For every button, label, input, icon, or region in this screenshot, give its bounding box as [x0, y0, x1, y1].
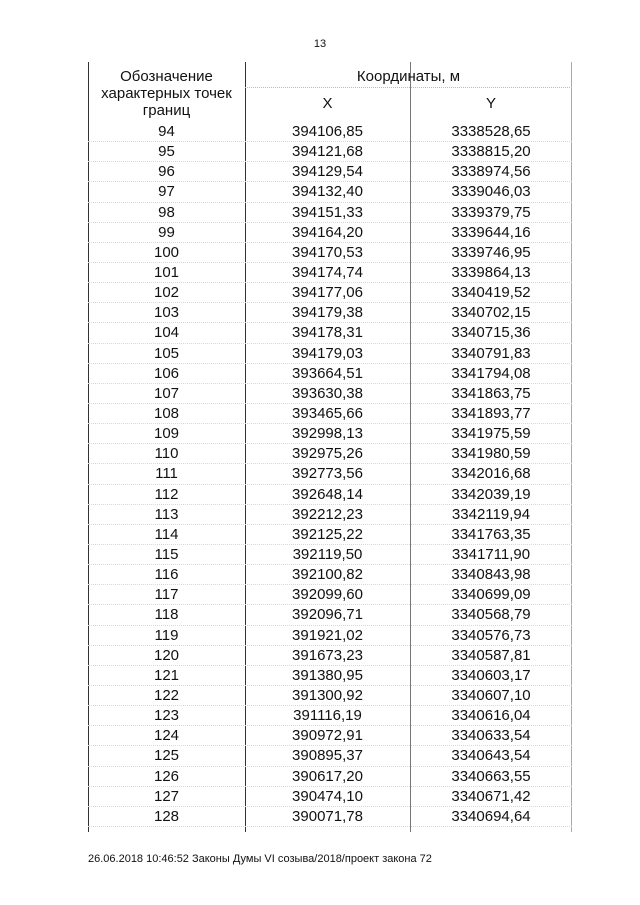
x-coordinate: 394121,68: [292, 143, 363, 161]
point-number: 107: [153, 384, 180, 402]
x-coordinate: 392648,14: [292, 485, 363, 503]
table-row: [88, 787, 572, 807]
y-coordinate: 3340663,55: [451, 767, 531, 785]
table-row: [88, 243, 572, 263]
x-coordinate: 392119,50: [292, 545, 363, 563]
table-row: [88, 203, 572, 223]
y-coordinate: 3340715,36: [451, 324, 531, 342]
point-number: 108: [153, 404, 180, 422]
y-coordinate: 3342016,68: [451, 465, 531, 483]
point-number: 126: [153, 767, 180, 785]
point-number: 102: [153, 284, 180, 302]
point-number: 124: [153, 727, 180, 745]
point-number: 128: [153, 807, 180, 825]
y-coordinate: 3342039,19: [451, 485, 531, 503]
y-coordinate: 3338974,56: [451, 163, 531, 181]
table-body: [88, 122, 572, 827]
table-row: [88, 505, 572, 525]
table-row: [88, 142, 572, 162]
x-coordinate: 394106,85: [292, 123, 363, 140]
page-number: 13: [313, 38, 327, 50]
point-number: 109: [153, 425, 180, 443]
point-number: 120: [153, 646, 180, 664]
y-coordinate: 3340791,83: [451, 344, 531, 362]
point-number: 98: [158, 203, 175, 221]
point-number: 104: [153, 324, 180, 342]
coordinates-table: [88, 62, 572, 832]
y-coordinate: 3341975,59: [451, 425, 531, 443]
x-coordinate: 392212,23: [292, 505, 363, 523]
y-coordinate: 3339046,03: [451, 183, 531, 201]
point-number: 105: [153, 344, 180, 362]
x-coordinate: 393465,66: [292, 404, 363, 422]
point-number: 99: [158, 223, 175, 241]
x-coordinate: 393630,38: [292, 384, 363, 402]
column-header-x: X: [322, 95, 333, 112]
x-coordinate: 394174,74: [292, 263, 363, 281]
table-row: [88, 384, 572, 404]
point-number: 100: [153, 243, 180, 261]
table-row: [88, 686, 572, 706]
table-row: [88, 283, 572, 303]
y-coordinate: 3340576,73: [451, 626, 531, 644]
point-number: 116: [154, 566, 179, 584]
x-coordinate: 392975,26: [292, 445, 363, 463]
x-coordinate: 394129,54: [292, 163, 363, 181]
table-row: [88, 344, 572, 364]
x-coordinate: 391380,95: [292, 666, 363, 684]
x-coordinate: 392100,82: [292, 566, 363, 584]
table-row: [88, 545, 572, 565]
x-coordinate: 390474,10: [292, 787, 363, 805]
point-number: 94: [158, 123, 175, 140]
point-number: 96: [158, 163, 175, 181]
header-divider: [245, 87, 572, 88]
y-coordinate: 3341863,75: [451, 384, 531, 402]
point-number: 123: [153, 707, 180, 725]
x-coordinate: 392125,22: [292, 525, 363, 543]
x-coordinate: 390071,78: [292, 807, 363, 825]
y-coordinate: 3340587,81: [451, 646, 531, 664]
table-row: [88, 122, 572, 142]
y-coordinate: 3340671,42: [451, 787, 531, 805]
table-row: [88, 646, 572, 666]
table-row: [88, 706, 572, 726]
point-number: 110: [154, 445, 179, 463]
y-coordinate: 3340607,10: [451, 686, 531, 704]
x-coordinate: 394151,33: [292, 203, 363, 221]
point-number: 122: [153, 686, 180, 704]
point-number: 127: [153, 787, 180, 805]
table-row: [88, 303, 572, 323]
y-coordinate: 3342119,94: [451, 505, 531, 523]
x-coordinate: 392099,60: [292, 586, 363, 604]
y-coordinate: 3339746,95: [451, 243, 531, 261]
y-coordinate: 3341794,08: [451, 364, 531, 382]
x-coordinate: 394178,31: [292, 324, 363, 342]
x-coordinate: 390617,20: [292, 767, 363, 785]
x-coordinate: 392773,56: [292, 465, 363, 483]
table-row: [88, 364, 572, 384]
y-coordinate: 3340419,52: [451, 284, 531, 302]
point-number: 114: [154, 525, 179, 543]
y-coordinate: 3340633,54: [451, 727, 531, 745]
point-number: 97: [158, 183, 175, 201]
table-row: [88, 605, 572, 625]
y-coordinate: 3341980,59: [451, 445, 531, 463]
table-row: [88, 626, 572, 646]
y-coordinate: 3338528,65: [451, 123, 531, 140]
point-number: 106: [153, 364, 180, 382]
y-coordinate: 3339644,16: [451, 223, 531, 241]
x-coordinate: 394170,53: [292, 243, 363, 261]
y-coordinate: 3340699,09: [451, 586, 531, 604]
point-number: 95: [158, 143, 175, 161]
y-coordinate: 3340616,04: [451, 707, 531, 725]
table-row: [88, 726, 572, 746]
point-number: 101: [153, 263, 180, 281]
table-row: [88, 485, 572, 505]
point-number: 118: [154, 606, 179, 624]
point-number: 117: [154, 586, 179, 604]
y-coordinate: 3340568,79: [451, 606, 531, 624]
x-coordinate: 390895,37: [292, 747, 363, 765]
x-coordinate: 394132,40: [292, 183, 363, 201]
y-coordinate: 3340643,54: [451, 747, 531, 765]
y-coordinate: 3340694,64: [451, 807, 531, 825]
table-row: [88, 565, 572, 585]
x-coordinate: 390972,91: [292, 727, 363, 745]
table-row: [88, 263, 572, 283]
y-coordinate: 3340603,17: [451, 666, 531, 684]
footer-stamp: 26.06.2018 10:46:52 Законы Думы VI созыва/2018/проект закона 72: [88, 853, 432, 865]
column-header-y: Y: [485, 95, 496, 112]
y-coordinate: 3340702,15: [451, 304, 531, 322]
table-row: [88, 746, 572, 766]
y-coordinate: 3341763,35: [451, 525, 531, 543]
x-coordinate: 394177,06: [292, 284, 363, 302]
table-row: [88, 404, 572, 424]
point-number: 103: [153, 304, 180, 322]
point-number: 115: [154, 545, 179, 563]
x-coordinate: 391300,92: [292, 686, 363, 704]
table-row: [88, 464, 572, 484]
table-row: [88, 807, 572, 827]
x-coordinate: 394164,20: [292, 223, 363, 241]
point-number: 119: [154, 626, 179, 644]
table-row: [88, 323, 572, 343]
y-coordinate: 3341893,77: [451, 404, 531, 422]
y-coordinate: 3340843,98: [451, 566, 531, 584]
x-coordinate: 392998,13: [292, 425, 363, 443]
table-row: [88, 182, 572, 202]
column-header-coordinates: Координаты, м: [356, 68, 461, 85]
y-coordinate: 3341711,90: [451, 545, 531, 563]
x-coordinate: 391921,02: [292, 626, 363, 644]
x-coordinate: 394179,38: [292, 304, 363, 322]
table-row: [88, 525, 572, 545]
point-number: 125: [153, 747, 180, 765]
table-row: [88, 162, 572, 182]
x-coordinate: 393664,51: [292, 364, 363, 382]
point-number: 111: [155, 465, 178, 483]
table-row: [88, 666, 572, 686]
y-coordinate: 3339864,13: [451, 263, 531, 281]
y-coordinate: 3339379,75: [451, 203, 531, 221]
y-coordinate: 3338815,20: [451, 143, 531, 161]
x-coordinate: 391673,23: [292, 646, 363, 664]
table-row: [88, 444, 572, 464]
table-row: [88, 585, 572, 605]
table-row: [88, 424, 572, 444]
point-number: 112: [154, 485, 179, 503]
point-number: 121: [153, 666, 180, 684]
table-row: [88, 223, 572, 243]
point-number: 113: [154, 505, 179, 523]
x-coordinate: 392096,71: [292, 606, 363, 624]
table-row: [88, 767, 572, 787]
x-coordinate: 394179,03: [292, 344, 363, 362]
column-header-point: Обозначение характерных точек границ: [101, 68, 232, 119]
x-coordinate: 391116,19: [293, 707, 362, 725]
